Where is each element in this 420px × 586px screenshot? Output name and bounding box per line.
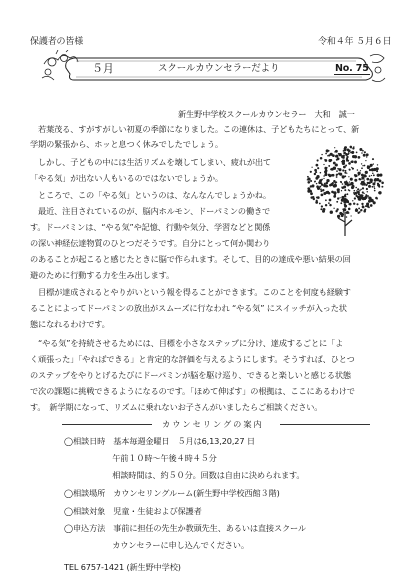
body-line-5: 最近、注目されているのが、脳内ホルモン、ドーパミンの働きで	[30, 206, 271, 216]
body-line-17: す。 新学期になって、リズムに乗れないお子さんがいましたらご相談ください。	[30, 402, 323, 412]
body-line-10: 目標が達成されるとやりがいという報を得ることができます。このことを何度も経験す	[30, 287, 351, 297]
body-line-8: のあることが起こると感じたときに脳で作られます。そして、目的の達成や悪い結果の回	[30, 254, 351, 264]
counseling-item-target: ◯相談対象 児童・生徒および保護者	[64, 506, 202, 516]
counseling-item-time: ◯相談日時 基本毎週金曜日 ５月は6,13,20,27 日	[64, 436, 255, 446]
body-line-0: 若葉茂る、すがすがしい初夏の季節になりました。この連休は、子どもたちにとって、新	[30, 124, 360, 134]
counseling-item-apply: ◯申込方法 事前に担任の先生か教頭先生、あるいは直接スクール	[64, 523, 306, 533]
counseling-item-duration: 相談時間は、約５０分。回数は自由に決められます。	[64, 470, 305, 480]
body-line-7: の深い神経伝達物質のひとつだそうです。自分にとって何か関わり	[30, 238, 271, 248]
body-line-9: 避のために行動する力を生み出します。	[30, 270, 175, 280]
title-banner	[40, 50, 386, 86]
body-line-16: で次の課題に挑戦できるようになるのです。「ほめて伸ばす」の根拠は、ここにあるわけで	[30, 386, 355, 396]
body-line-14: く頑張った」「やればできる」と肯定的な評価を与えるようにします。そうすれば、ひとつ	[30, 354, 355, 364]
issue-number: No. 75	[335, 63, 369, 74]
body-line-13: “やる気”を持続させるためには、目標を小さなステップに分け、達成するごとに「よ	[30, 338, 344, 348]
body-line-3: 「やる気」が出ない人もいるのではないでしょうか。	[30, 173, 223, 183]
body-line-6: す。ドーパミンは、“やる気”や記憶、行動や気分、学習などと関係	[30, 222, 271, 232]
body-line-1: 学期の緊張から、ホッと息つく休みでしたでしょう。	[30, 139, 223, 149]
author-line: 新生野中学校スクールカウンセラー 大和 誠一	[178, 109, 355, 119]
counseling-item-apply-cont: カウンセラーに申し込んでください。	[64, 540, 249, 550]
contact-phone: TEL 6757-1421 (新生野中学校)	[64, 562, 181, 572]
heading-rule-right	[280, 424, 370, 425]
recipients: 保護者の皆様	[30, 37, 84, 47]
counseling-heading: カウンセリングの案内	[162, 419, 264, 429]
banner-title: スクールカウンセラーだより	[158, 63, 280, 74]
body-line-11: ることによってドーパミンの放出がスムーズに行なわれ “やる気” にスイッチが入った状	[30, 303, 347, 313]
date: 令和４年 ５月６日	[318, 37, 392, 47]
body-line-2: しかし、子どもの中には生活リズムを壊してしまい、疲れが出て	[30, 157, 271, 167]
body-line-15: のステップをやりとげるたびにドーパミンが脳を駆け巡り、できると楽しいと感じる状態	[30, 370, 351, 380]
body-line-12: 態になれるわけです。	[30, 319, 110, 329]
tree-illustration	[296, 142, 394, 240]
counseling-item-hours: 午前１０時～午後４時４５分	[64, 453, 217, 463]
banner-month: ５月	[92, 62, 114, 75]
heading-rule-left	[62, 424, 152, 425]
counseling-item-place: ◯相談場所 カウンセリングルーム(新生野中学校西館３階)	[64, 488, 280, 498]
body-line-4: ところで、この「やる気」というのは、なんなんでしょうかね。	[30, 190, 271, 200]
